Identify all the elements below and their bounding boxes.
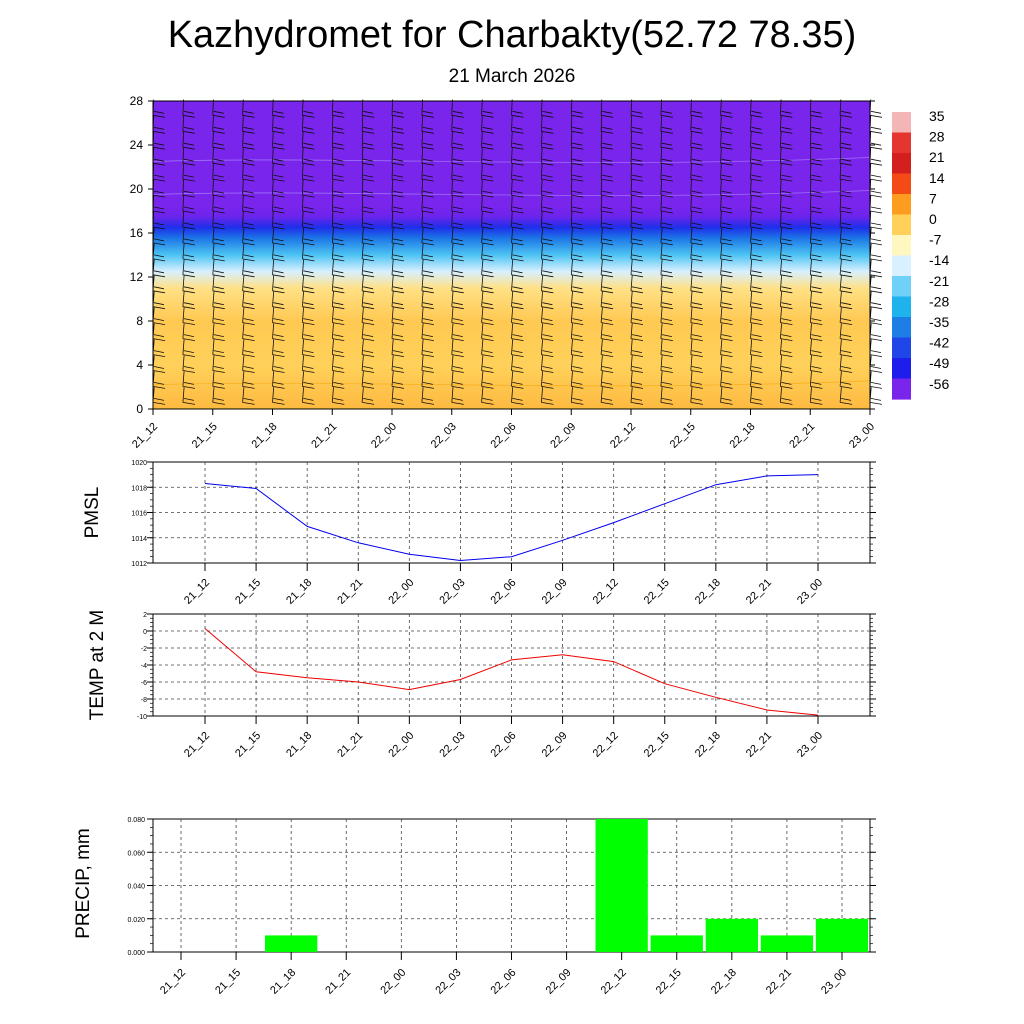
x-tick-label: 21_15 (233, 729, 264, 760)
wind-barb (870, 116, 882, 134)
colorbar-swatch (892, 133, 911, 154)
y-axis-label: TEMP at 2 M (87, 609, 108, 721)
colorbar-swatch (892, 112, 911, 133)
x-tick-label: 21_21 (323, 966, 354, 997)
colorbar-swatch (892, 153, 911, 174)
colorbar-swatch (892, 276, 911, 297)
x-tick-label: 21_21 (309, 420, 340, 451)
x-tick-label: 22_12 (608, 420, 639, 451)
wind-barb (870, 355, 882, 372)
wind-barb (870, 276, 882, 293)
colorbar-swatch (892, 174, 911, 195)
y-tick-label: 2 (143, 612, 147, 619)
colorbar-label: -7 (929, 231, 942, 248)
y-tick-label: 1020 (131, 460, 147, 467)
colorbar-label: 35 (929, 108, 945, 124)
precip-bar (706, 919, 758, 952)
x-tick-label: 22_03 (437, 576, 468, 607)
precip-bar (596, 819, 648, 952)
x-tick-label: 22_09 (539, 729, 570, 760)
y-tick-label: -2 (140, 646, 147, 653)
x-tick-label: 23_00 (795, 576, 826, 607)
y-tick-label: 20 (129, 182, 143, 196)
colorbar-swatch (892, 338, 911, 359)
colorbar-label: 14 (929, 169, 945, 186)
x-tick-label: 22_15 (667, 420, 698, 451)
wind-barb (870, 179, 882, 197)
x-tick-label: 21_12 (182, 729, 213, 760)
x-tick-label: 22_06 (488, 420, 519, 451)
precip-bar (761, 935, 813, 952)
colorbar-label: 7 (929, 190, 937, 207)
x-tick-label: 22_15 (653, 966, 684, 997)
colorbar-label: 0 (929, 211, 937, 227)
colorbar-label: 21 (929, 149, 945, 166)
y-tick-label: 24 (129, 138, 143, 152)
wind-barb (870, 371, 882, 388)
x-tick-label: 22_21 (787, 420, 818, 451)
x-tick-label: 22_00 (369, 420, 400, 451)
y-tick-label: 0 (143, 629, 147, 636)
colorbar-swatch (892, 297, 911, 318)
x-tick-label: 22_12 (598, 966, 629, 997)
y-tick-label: 1016 (131, 510, 147, 518)
x-tick-label: 22_18 (708, 966, 739, 997)
colorbar-swatch (892, 235, 911, 256)
x-tick-label: 21_21 (335, 576, 366, 607)
wind-barb (870, 163, 882, 181)
colorbar-label: -21 (929, 272, 950, 289)
y-tick-label: 0.080 (127, 817, 145, 824)
x-tick-label: 21_18 (249, 420, 280, 451)
x-tick-label: 22_18 (692, 576, 723, 607)
y-tick-label: 12 (129, 270, 143, 284)
y-tick-label: -10 (136, 714, 147, 721)
colorbar-label: -42 (929, 334, 950, 351)
x-tick-label: 21_15 (189, 420, 220, 451)
y-tick-label: 0 (136, 402, 143, 416)
x-tick-label: 21_12 (182, 576, 213, 607)
precip-bar (816, 919, 868, 952)
y-tick-label: -8 (140, 697, 147, 704)
x-tick-label: 22_03 (428, 420, 459, 451)
x-tick-label: 22_06 (488, 576, 519, 607)
colorbar-swatch (892, 256, 911, 277)
x-tick-label: 22_21 (743, 576, 775, 607)
x-tick-label: 21_12 (158, 966, 189, 997)
wind-barb (870, 323, 882, 340)
wind-barb (870, 131, 882, 149)
wind-barb (870, 339, 882, 356)
y-axis-label: PMSL (82, 486, 103, 539)
series-line (205, 629, 818, 716)
x-tick-label: 21_18 (284, 576, 315, 607)
x-tick-label: 22_21 (763, 966, 795, 997)
y-tick-label: 0.000 (127, 950, 145, 957)
wind-barb (870, 211, 882, 229)
x-tick-label: 22_03 (437, 729, 468, 760)
x-tick-label: 22_18 (692, 729, 723, 760)
colorbar-swatch (892, 215, 911, 236)
y-tick-label: 0.060 (127, 850, 145, 858)
chart-title: Kazhydromet for Charbakty(52.72 78.35) (167, 14, 857, 56)
wind-barb (870, 147, 882, 165)
y-tick-label: 4 (136, 358, 143, 372)
x-tick-label: 22_15 (641, 729, 672, 760)
x-tick-label: 21_18 (268, 966, 299, 997)
y-tick-label: -6 (140, 680, 147, 687)
wind-barb (870, 228, 882, 245)
colorbar-swatch (892, 358, 911, 379)
colorbar-label: -56 (929, 375, 950, 392)
x-tick-label: 22_18 (727, 420, 758, 451)
x-tick-label: 22_06 (488, 729, 519, 760)
wind-barb (870, 387, 882, 404)
x-tick-label: 22_12 (590, 576, 621, 607)
x-tick-label: 21_21 (335, 729, 366, 760)
y-tick-label: 0.040 (127, 883, 145, 891)
x-tick-label: 22_06 (488, 966, 519, 997)
colorbar-label: -14 (929, 252, 950, 269)
x-tick-label: 21_15 (213, 966, 244, 997)
colorbar-swatch (892, 317, 911, 338)
y-tick-label: 1018 (131, 485, 147, 493)
wind-barb (870, 195, 882, 213)
y-tick-label: 0.020 (127, 916, 145, 924)
colorbar-label: -28 (929, 293, 950, 310)
x-tick-label: 22_09 (543, 966, 574, 997)
y-tick-label: 1012 (131, 561, 147, 568)
chart-subtitle: 21 March 2026 (448, 66, 576, 87)
x-tick-label: 22_00 (378, 966, 409, 997)
x-tick-label: 22_00 (386, 729, 417, 760)
wind-barb (870, 260, 882, 277)
x-tick-label: 22_12 (590, 729, 621, 760)
x-tick-label: 22_03 (433, 966, 464, 997)
y-tick-label: 8 (136, 314, 143, 328)
wind-barb (870, 244, 882, 261)
colorbar-swatch (892, 194, 911, 215)
x-tick-label: 22_15 (641, 576, 672, 607)
x-tick-label: 22_09 (548, 420, 579, 451)
y-tick-label: 16 (129, 226, 143, 240)
colorbar-swatch (892, 379, 911, 400)
wind-barb (870, 100, 882, 118)
wind-barb (870, 292, 882, 309)
precip-bar (265, 935, 317, 952)
y-tick-label: 1014 (131, 535, 147, 543)
x-tick-label: 23_00 (819, 966, 850, 997)
y-tick-label: 28 (129, 94, 143, 108)
x-tick-label: 22_09 (539, 576, 570, 607)
y-axis-label: PRECIP, mm (73, 828, 94, 939)
colorbar-label: -49 (929, 355, 950, 372)
wind-barb (870, 307, 882, 324)
precip-bar (651, 935, 703, 952)
y-tick-label: -4 (140, 663, 147, 670)
x-tick-label: 21_15 (233, 576, 264, 607)
x-tick-label: 21_12 (130, 420, 161, 451)
colorbar-label: 28 (929, 128, 945, 145)
x-tick-label: 23_00 (847, 420, 878, 451)
x-tick-label: 21_18 (284, 729, 315, 760)
x-tick-label: 23_00 (795, 729, 826, 760)
x-tick-label: 22_21 (743, 729, 775, 760)
colorbar-label: -35 (929, 314, 950, 330)
x-tick-label: 22_00 (386, 576, 417, 607)
